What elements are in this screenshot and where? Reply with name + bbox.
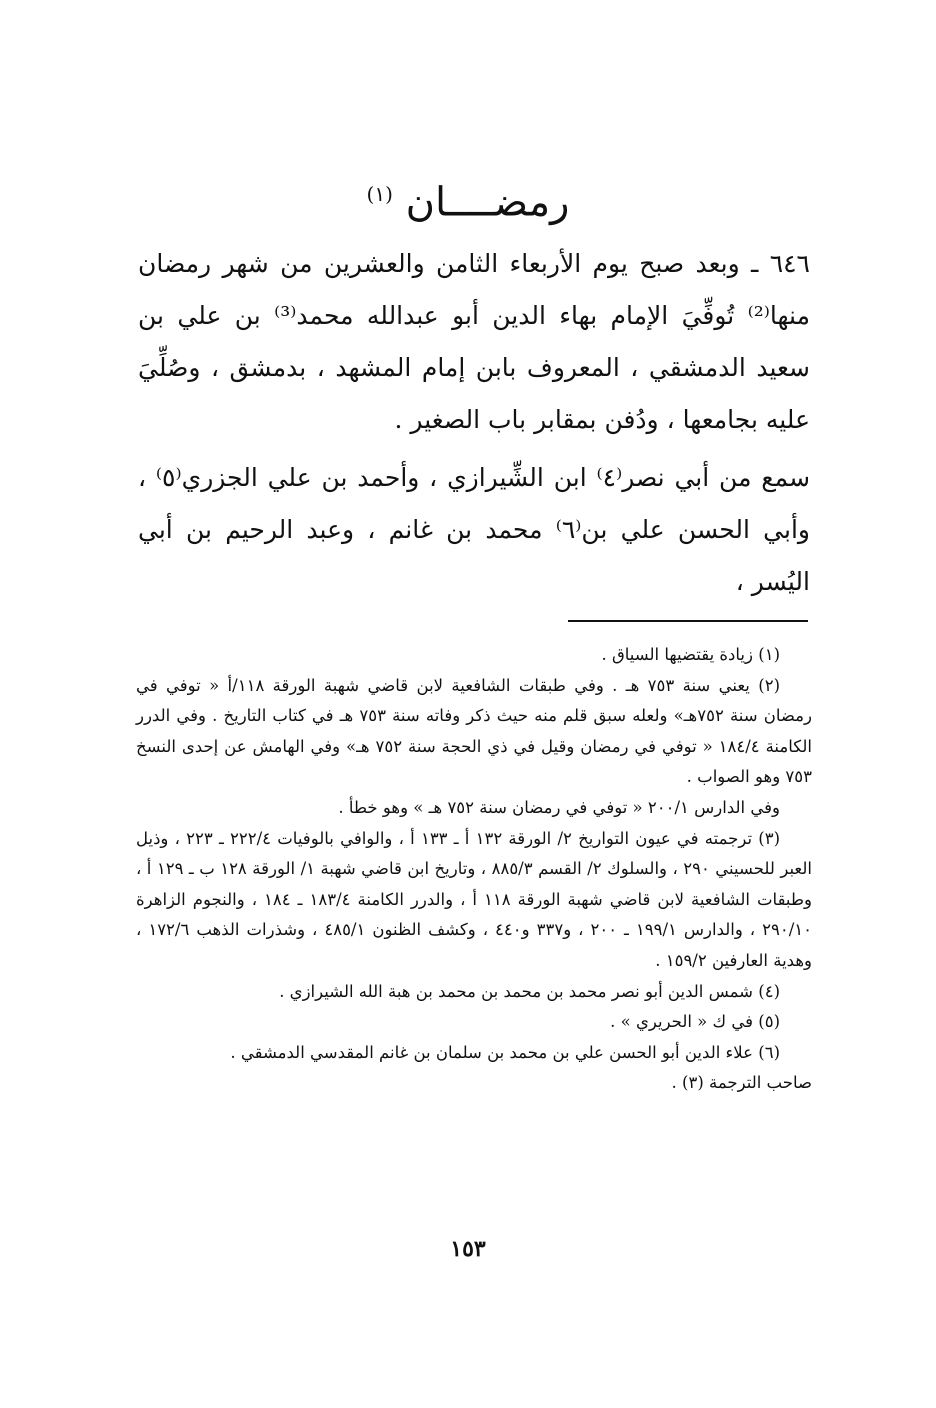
footnote-6-continued: صاحب الترجمة (٣) . <box>671 1073 812 1093</box>
heading-title: رمضــــان <box>405 179 570 226</box>
chapter-heading <box>0 166 936 230</box>
footnote-6: (٦) علاء الدين أبو الحسن علي بن محمد بن سلمان بن غانم المقدسي الدمشقي . <box>230 1042 780 1062</box>
heading-note-ref: (١) <box>366 182 393 206</box>
footnotes <box>136 640 812 1099</box>
footnote-2: (٢) يعني سنة ٧٥٣ هـ . وفي طبقات الشافعية لابن قاضي شهبة الورقة ١١٨/أ « توفي في رمضان سنة ٧٥٢هـ» ولعله سبق قلم منه حيث ذكر وفاته سنة ٧٥٣ هـ في كتاب التاريخ . وفي الدرر الكامنة ١٨٤/٤ « توفي في رمضان وقيل في ذي الحجة سنة ٧٥٢ هـ» وفي الهامش عن إحدى النسخ ٧٥٣ وهو الصواب . <box>136 675 812 787</box>
entry-paragraph-2: سمع من أبي نصر⁽٤⁾ ابن الشِّيرازي ، وأحمد بن علي الجزري⁽٥⁾ ، وأبي الحسن علي بن⁽٦⁾ محمد بن غانم ، وعبد الرحيم بن أبي اليُسر ، <box>138 463 811 596</box>
footnote-4: (٤) شمس الدين أبو نصر محمد بن محمد بن محمد بن هبة الله الشيرازي . <box>279 981 780 1001</box>
main-text <box>138 238 810 608</box>
footnote-5: (٥) في ك « الحريري » . <box>610 1012 780 1032</box>
footnote-1: (١) زيادة يقتضيها السياق . <box>601 645 780 664</box>
footnote-separator <box>568 620 808 622</box>
entry-paragraph-1: ٦٤٦ ـ وبعد صبح يوم الأربعاء الثامن والعشرين من شهر رمضان منها⁽²⁾ تُوفِّيَ الإمام بهاء الدين أبو عبدالله محمد⁽³⁾ بن علي بن سعيد الدمشقي ، المعروف بابن إمام المشهد ، بدمشق ، وصُلِّيَ عليه بجامعها ، ودُفن بمقابر باب الصغير . <box>138 249 810 434</box>
page-number: ١٥٣ <box>450 1236 486 1262</box>
footnote-2-continued: وفي الدارس ٢٠٠/١ « توفي في رمضان سنة ٧٥٢ هـ » وهو خطأ . <box>338 797 780 817</box>
footnote-3: (٣) ترجمته في عيون التواريخ ٢/ الورقة ١٣٢ أ ـ ١٣٣ أ ، والوافي بالوفيات ٢٢٢/٤ ـ ٢٢٣ ، وذيل العبر للحسيني ٢٩٠ ، والسلوك ٢/ القسم ٨٨٥/٣ ، وتاريخ ابن قاضي شهبة ١/ الورقة ١٢٨ ب ـ ١٢٩ أ ، وطبقات الشافعية لابن قاضي شهبة الورقة ١١٨ أ ، والدرر الكامنة ١٨٣/٤ ـ ١٨٤ ، والنجوم الزاهرة ٢٩٠/١٠ ، والدارس ١٩٩/١ ـ ٢٠٠ ، و٣٣٧ و٤٤٠ ، وكشف الظنون ٤٨٥/١ ، وشذرات الذهب ١٧٢/٦ ، وهدية العارفين ١٥٩/٢ . <box>136 828 812 970</box>
